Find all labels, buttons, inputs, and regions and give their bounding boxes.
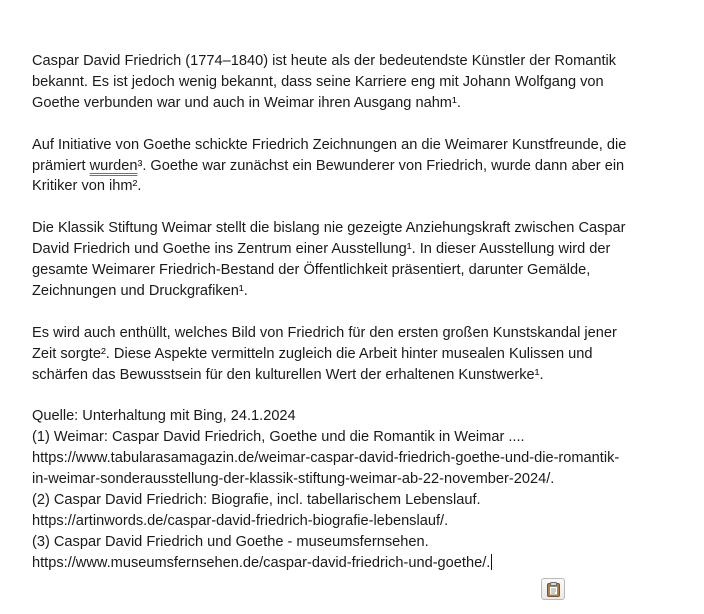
text-line[interactable] (32, 156, 696, 177)
text-line[interactable]: gesamte Weimarer Friedrich-Bestand der Öffentlichkeit präsentiert, darunter Gemälde, (32, 262, 591, 279)
text-line[interactable]: Caspar David Friedrich (1774–1840) ist heute als der bedeutendste Künstler der Romantik (32, 53, 617, 69)
grammar-flagged-word[interactable]: wurden (89, 157, 138, 174)
paragraph-initiative[interactable] (32, 135, 696, 198)
text-cursor (491, 554, 492, 570)
source-url[interactable]: https://artinwords.de/caspar-david-friedrich-biografie-lebenslauf/. (32, 512, 449, 529)
source-title[interactable]: (1) Weimar: Caspar David Friedrich, Goethe und die Romantik in Weimar .... (32, 429, 525, 446)
paragraph-intro[interactable] (32, 51, 696, 114)
text-segment: ³. Goethe war zunächst ein Bewunderer von Friedrich, wurde dann aber ein (137, 157, 625, 174)
text-line[interactable]: schärfen das Bewusstsein für den kulturellen Wert der erhaltenen Kunstwerke¹. (32, 366, 544, 383)
source-title[interactable]: (2) Caspar David Friedrich: Biografie, incl. tabellarischem Lebenslauf. (32, 491, 481, 508)
text-segment: https://www.museumsfernsehen.de/caspar-david-friedrich-und-goethe/. (32, 554, 491, 571)
source-url[interactable]: in-weimar-sonderausstellung-der-klassik-stiftung-weimar-ab-22-november-2024/. (32, 471, 555, 488)
text-line[interactable]: bekannt. Es ist jedoch wenig bekannt, dass seine Karriere eng mit Johann Wolfgang von (32, 73, 604, 90)
document-body[interactable] (32, 51, 696, 594)
text-line[interactable]: Zeichnungen und Druckgrafiken¹. (32, 282, 248, 299)
text-segment: prämiert (32, 157, 90, 174)
sources-block[interactable] (32, 406, 696, 573)
paragraph-scandal[interactable] (32, 323, 696, 386)
text-line[interactable]: Auf Initiative von Goethe schickte Friedrich Zeichnungen an die Weimarer Kunstfreunde, die (32, 136, 627, 153)
source-title[interactable]: (3) Caspar David Friedrich und Goethe - museumsfernsehen. (32, 533, 429, 550)
source-url-last[interactable] (32, 553, 696, 574)
sources-heading[interactable]: Quelle: Unterhaltung mit Bing, 24.1.2024 (32, 408, 296, 425)
paragraph-exhibition[interactable] (32, 218, 696, 302)
paste-options-button[interactable] (541, 578, 565, 600)
text-line[interactable]: David Friedrich und Goethe ins Zentrum einer Ausstellung¹. In dieser Ausstellung wird der (32, 241, 611, 258)
text-line[interactable]: Die Klassik Stiftung Weimar stellt die bislang nie gezeigte Anziehungskraft zwischen Caspar (32, 220, 626, 237)
source-url[interactable]: https://www.tabularasamagazin.de/weimar-caspar-david-friedrich-goethe-und-die-romantik- (32, 450, 620, 467)
text-line[interactable]: Zeit sorgte². Diese Aspekte vermitteln zugleich die Arbeit hinter musealen Kulissen und (32, 345, 593, 362)
text-line[interactable]: Goethe verbunden war und auch in Weimar ihren Ausgang nahm¹. (32, 94, 461, 111)
text-line[interactable]: Es wird auch enthüllt, welches Bild von Friedrich für den ersten großen Kunstskandal jener (32, 324, 617, 341)
text-line[interactable]: Kritiker von ihm². (32, 178, 142, 195)
